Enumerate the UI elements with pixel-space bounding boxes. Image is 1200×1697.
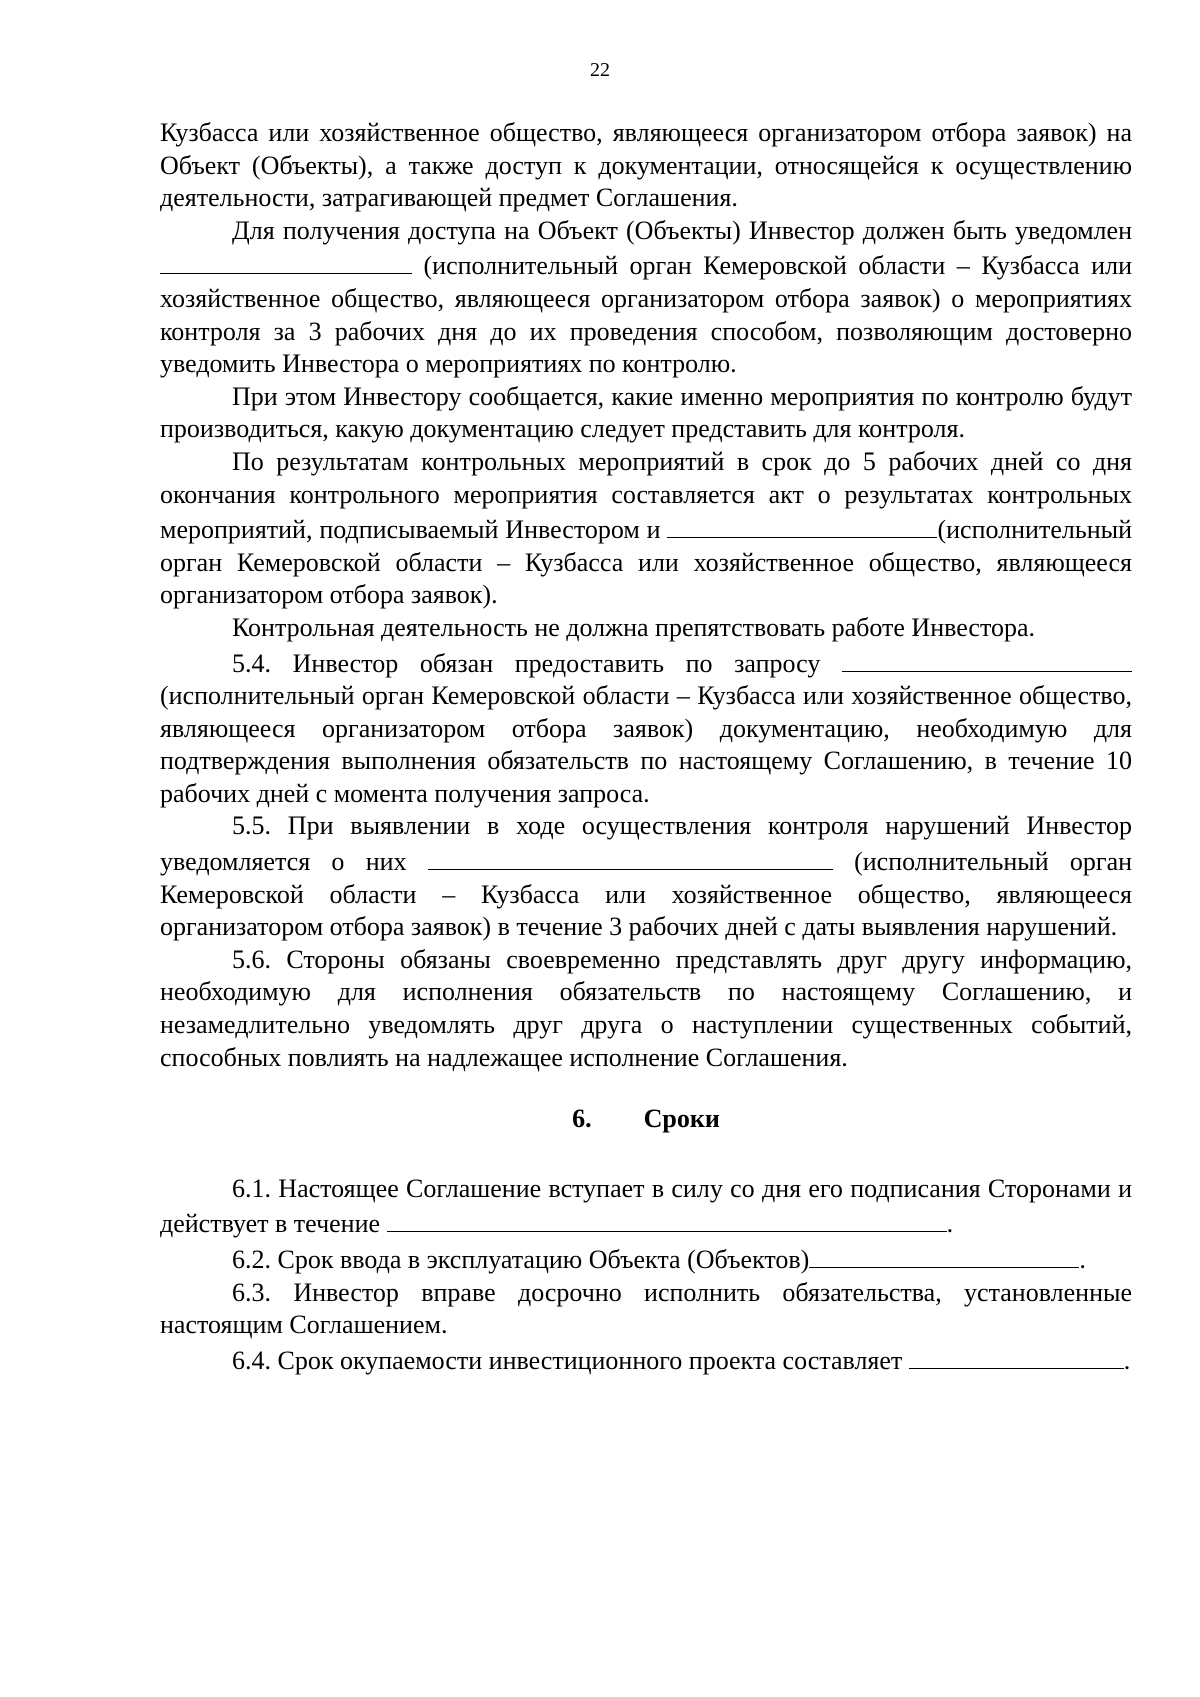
paragraph-continuation: Кузбасса или хозяйственное общество, являющееся организатором отбора заявок) на Объект (Объекты), а также доступ к документации, относящейся к осуществлению деятельности, затрагивающей предмет Соглашения. [160, 118, 1132, 213]
paragraph-6-2: 6.2. Срок ввода в эксплуатацию Объекта (Объектов) . [160, 1241, 1132, 1277]
blank-field[interactable] [909, 1342, 1124, 1369]
paragraph-control-activity: Контрольная деятельность не должна препятствовать работе Инвестора. [232, 612, 1036, 642]
document-body [160, 117, 1132, 1377]
paragraph-5-6: 5.6. Стороны обязаны своевременно представлять друг другу информацию, необходимую для исполнения обязательств по настоящему Соглашению, и незамедлительно уведомлять друг друга о наступлении существенных событий, способных повлиять на надлежащее исполнение Соглашения. [160, 944, 1132, 1072]
paragraph-control-results: По результатам контрольных мероприятий в срок до 5 рабочих дней со дня окончания контрольного мероприятия составляется акт о результатах контрольных мероприятий, подписываемый Инвестором и (исполнительный орган Кемеровской области – Кузбасса или хозяйственное общество, являющееся организатором отбора заявок). [160, 446, 1133, 610]
section-number: 6. [572, 1104, 592, 1134]
section-heading [160, 1103, 1132, 1136]
blank-field[interactable] [160, 247, 412, 274]
paragraph-control-info: При этом Инвестору сообщается, какие именно мероприятия по контролю будут производиться, какую документацию следует представить для контроля. [160, 381, 1132, 444]
blank-field[interactable] [428, 843, 833, 870]
paragraph-5-5: 5.5. При выявлении в ходе осуществления контроля нарушений Инвестор уведомляется о них (исполнительный орган Кемеровской области – Кузбасса или хозяйственное общество, являющееся организатором отбора заявок) в течение 3 рабочих дней с даты выявления нарушений. [160, 811, 1133, 942]
blank-field[interactable] [809, 1241, 1079, 1268]
blank-field[interactable] [842, 645, 1132, 672]
section-title: Сроки [643, 1104, 720, 1134]
paragraph-5-4: 5.4. Инвестор обязан предоставить по запросу (исполнительный орган Кемеровской области – Кузбасса или хозяйственное общество, являющееся организатором отбора заявок) документацию, необходимую для подтверждения выполнения обязательств по настоящему Соглашению, в течение 10 рабочих дней с момента получения запроса. [160, 645, 1132, 811]
paragraph-access-notice: Для получения доступа на Объект (Объекты) Инвестор должен быть уведомлен (исполнительный орган Кемеровской области – Кузбасса или хозяйственное общество, являющееся организатором отбора заявок) о мероприятиях контроля за 3 рабочих дня до их проведения способом, позволяющим достоверно уведомить Инвестора о мероприятиях по контролю. [160, 215, 1132, 379]
paragraph-6-1: 6.1. Настоящее Соглашение вступает в силу со дня его подписания Сторонами и действует в течение . [160, 1173, 1132, 1239]
paragraph-6-3: 6.3. Инвестор вправе досрочно исполнить обязательства, установленные настоящим Соглашением. [160, 1277, 1132, 1340]
page-number: 22 [590, 59, 610, 81]
blank-field[interactable] [667, 511, 937, 538]
paragraph-6-4: 6.4. Срок окупаемости инвестиционного проекта составляет . [160, 1342, 1132, 1378]
blank-field[interactable] [387, 1205, 947, 1232]
